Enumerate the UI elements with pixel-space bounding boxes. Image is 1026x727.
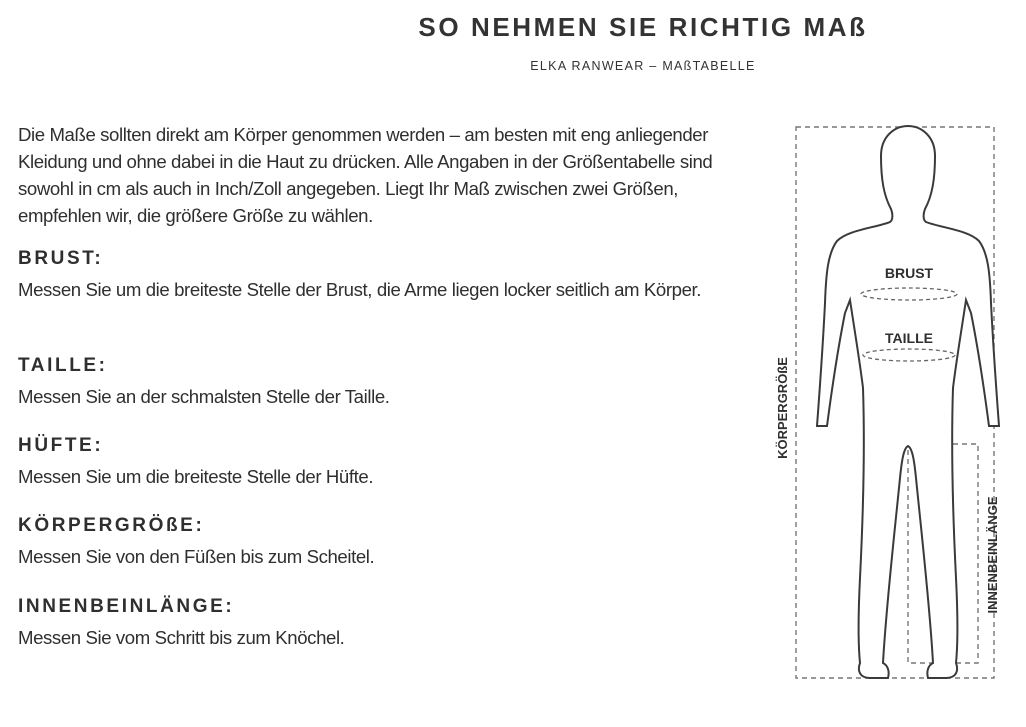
section-text: Messen Sie von den Füßen bis zum Scheitel.	[18, 546, 375, 567]
section-taille	[18, 353, 748, 410]
section-heading: KÖRPERGRÖßE:	[18, 515, 205, 536]
section-huefte	[18, 433, 748, 490]
taille-label: TAILLE	[885, 330, 933, 346]
section-heading: HÜFTE:	[18, 435, 104, 456]
section-heading: BRUST:	[18, 248, 104, 269]
body-measurement-figure	[770, 118, 1026, 688]
page-subtitle: ELKA RANWEAR – MAßTABELLE	[530, 59, 756, 73]
section-text: Messen Sie um die breiteste Stelle der Hüfte.	[18, 466, 374, 487]
page-title: SO NEHMEN SIE RICHTIG MAß	[418, 12, 868, 42]
section-text: Messen Sie an der schmalsten Stelle der Taille.	[18, 386, 390, 407]
section-brust	[18, 246, 748, 303]
inseam-label: INNENBEINLÄNGE	[985, 496, 1000, 614]
section-heading: TAILLE:	[18, 355, 108, 376]
section-innenbeinlaenge	[18, 594, 748, 651]
section-text: Messen Sie vom Schritt bis zum Knöchel.	[18, 627, 345, 648]
brust-label: BRUST	[884, 265, 934, 281]
intro-text: Die Maße sollten direkt am Körper genommen werden – am besten mit eng anliegender Kleidung und ohne dabei in die Haut zu drücken. Alle Angaben in der Größentabelle sind sowohl in cm als auch in Inch/Zoll angegeben. Liegt Ihr Maß zwischen zwei Größen, empfehlen wir, die größere Größe zu wählen.	[18, 124, 713, 226]
section-heading: INNENBEINLÄNGE:	[18, 596, 235, 617]
height-label: KÖRPERGRÖßE	[775, 357, 790, 459]
section-koerpergroesse	[18, 513, 748, 570]
section-text: Messen Sie um die breiteste Stelle der Brust, die Arme liegen locker seitlich am Körper.	[18, 279, 702, 300]
